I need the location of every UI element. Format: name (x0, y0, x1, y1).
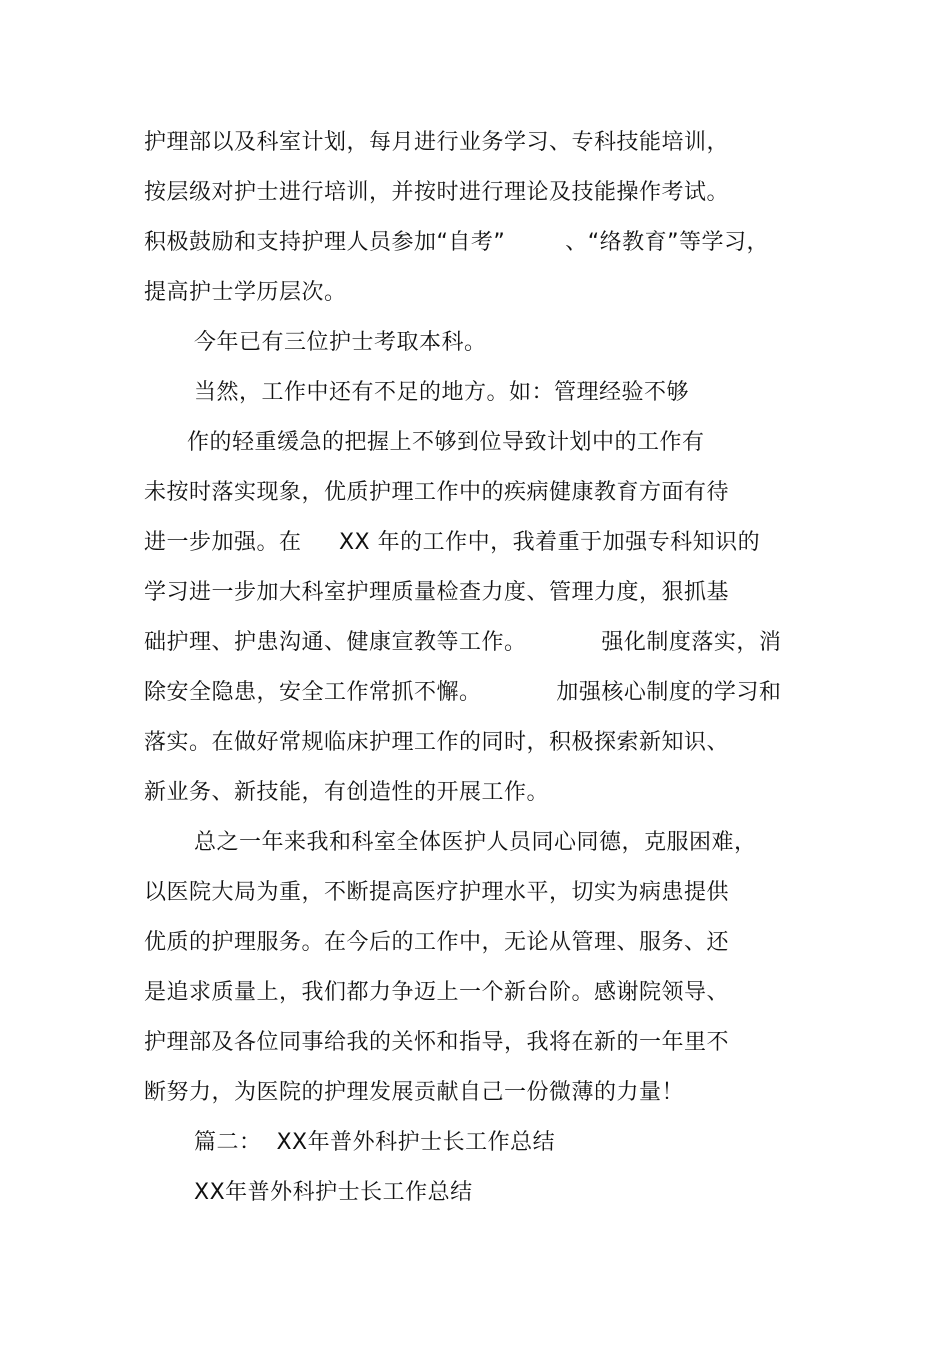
text-line-11: 础护理、护患沟通、健康宣教等工作。 强化制度落实，消 (144, 630, 782, 655)
text-line-5: 今年已有三位护士考取本科。 (194, 330, 487, 355)
text-line-19: 护理部及各位同事给我的关怀和指导，我将在新的一年里不 (144, 1030, 730, 1055)
text-line-6: 当然，工作中还有不足的地方。如：管理经验不够 (194, 380, 690, 405)
text-line-16: 以医院大局为重，不断提高医疗护理水平，切实为病患提供 (144, 880, 730, 905)
text-line-10: 学习进一步加大科室护理质量检查力度、管理力度，狠抓基 (144, 580, 730, 605)
text-line-2: 按层级对护士进行培训，并按时进行理论及技能操作考试。 (144, 180, 730, 205)
text-line-7: 作的轻重缓急的把握上不够到位导致计划中的工作有 (187, 430, 705, 455)
section-title: XX年普外科护士长工作总结 (194, 1180, 473, 1205)
text-line-8: 未按时落实现象，优质护理工作中的疾病健康教育方面有待 (144, 480, 730, 505)
text-line-15: 总之一年来我和科室全体医护人员同心同德，克服困难， (194, 830, 757, 855)
section-heading: 篇二： XX年普外科护士长工作总结 (194, 1130, 556, 1155)
text-line-1: 护理部以及科室计划，每月进行业务学习、专科技能培训， (144, 130, 730, 155)
text-line-20: 断努力，为医院的护理发展贡献自己一份微薄的力量！ (144, 1080, 685, 1105)
text-line-3: 积极鼓励和支持护理人员参加“自考” 、“络教育”等学习， (144, 230, 770, 255)
text-line-17: 优质的护理服务。在今后的工作中，无论从管理、服务、还 (144, 930, 730, 955)
text-line-18: 是追求质量上，我们都力争迈上一个新台阶。感谢院领导、 (144, 980, 730, 1005)
text-line-4: 提高护士学历层次。 (144, 280, 347, 305)
text-line-9: 进一步加强。在 XX 年的工作中，我着重于加强专科知识的 (144, 530, 761, 555)
text-line-13: 落实。在做好常规临床护理工作的同时，积极探索新知识、 (144, 730, 730, 755)
text-line-14: 新业务、新技能，有创造性的开展工作。 (144, 780, 550, 805)
text-line-12: 除安全隐患，安全工作常抓不懈。 加强核心制度的学习和 (144, 680, 782, 705)
